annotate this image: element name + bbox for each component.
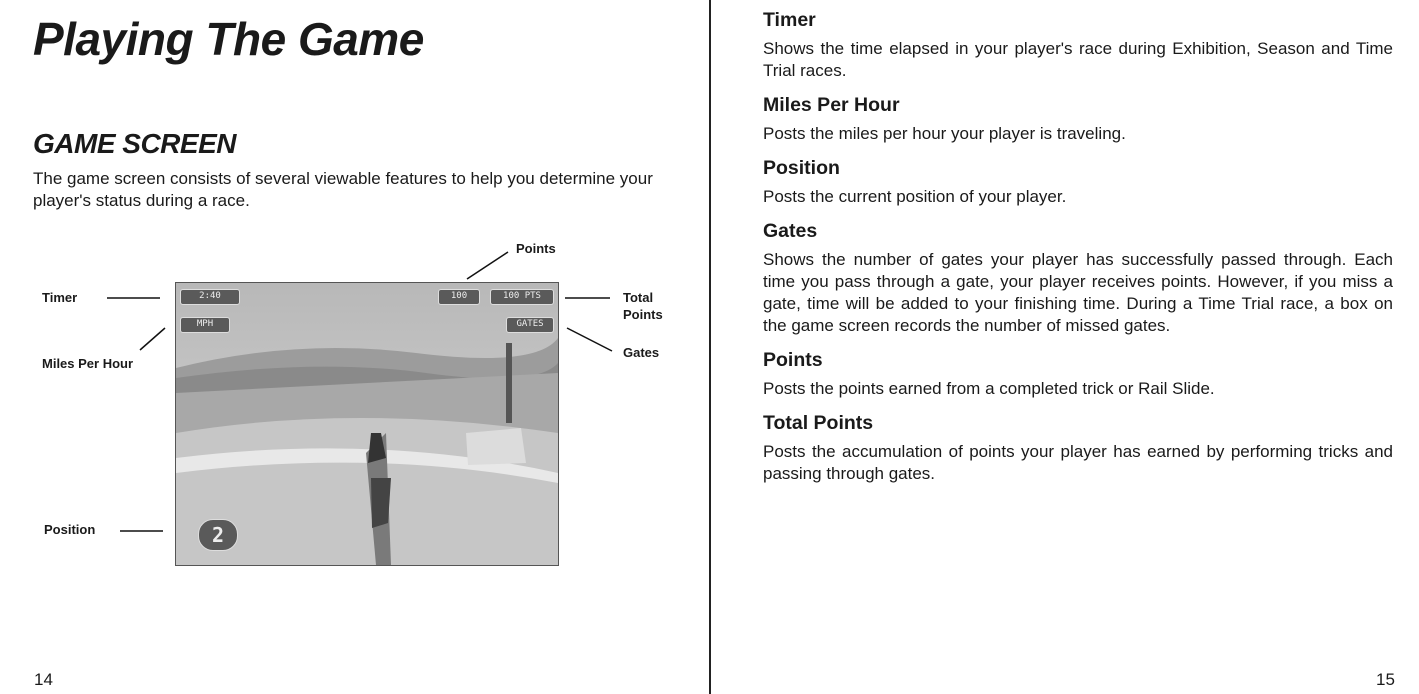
entry-gates xyxy=(763,219,1393,337)
page-number-left: 14 xyxy=(34,670,53,689)
book-spine xyxy=(709,0,711,694)
game-screenshot xyxy=(175,282,559,566)
entry-timer xyxy=(763,8,1393,82)
feature-descriptions xyxy=(763,8,1393,496)
page-title: Playing The Game xyxy=(33,13,424,65)
entry-heading: Position xyxy=(763,157,840,179)
entry-points xyxy=(763,348,1393,400)
points-leader-line xyxy=(467,252,508,279)
entry-text: Posts the current position of your player. xyxy=(763,187,1067,206)
entry-heading: Gates xyxy=(763,220,818,242)
callout-position: Position xyxy=(44,522,96,537)
entry-total-points xyxy=(763,411,1393,485)
entry-miles-per-hour xyxy=(763,93,1393,145)
hud-gates: GATES xyxy=(506,317,554,333)
callout-gates: Gates xyxy=(623,345,660,360)
right-page xyxy=(712,0,1419,694)
callout-points: Points xyxy=(516,241,556,256)
entry-text: Shows the time elapsed in your player's race during Exhibition, Season and Time Trial races. xyxy=(763,39,1393,80)
callout-total-points: Total Points xyxy=(623,290,663,322)
gates-leader-line xyxy=(567,328,612,351)
callout-timer: Timer xyxy=(42,290,78,305)
entry-position xyxy=(763,156,1393,208)
hud-position: 2 xyxy=(198,519,238,551)
page-number-right: 15 xyxy=(1376,670,1395,689)
hud-speed: MPH xyxy=(180,317,230,333)
intro-paragraph: The game screen consists of several viewable features to help you determine your player's status during a race. xyxy=(33,169,653,210)
section-title: GAME SCREEN xyxy=(33,128,236,159)
entry-text: Posts the points earned from a completed trick or Rail Slide. xyxy=(763,379,1215,398)
entry-text: Shows the number of gates your player has successfully passed through. Each time you pass through a gate, your player receives points. However, if you miss a gate, time will be added to your finishing time. During a Time Trial race, a box on the game screen records the number of missed gates. xyxy=(763,250,1393,335)
entry-text: Posts the miles per hour your player is traveling. xyxy=(763,124,1126,143)
entry-text: Posts the accumulation of points your player has earned by performing tricks and passing through gates. xyxy=(763,442,1393,483)
entry-heading: Timer xyxy=(763,9,816,31)
hud-points: 100 xyxy=(438,289,480,305)
mph-leader-line xyxy=(140,328,165,350)
entry-heading: Points xyxy=(763,349,823,371)
entry-heading: Miles Per Hour xyxy=(763,94,900,116)
callout-miles-per-hour: Miles Per Hour xyxy=(42,356,134,371)
hud-timer: 2:40 xyxy=(180,289,240,305)
hud-total-points: 100 PTS xyxy=(490,289,554,305)
entry-heading: Total Points xyxy=(763,412,874,434)
